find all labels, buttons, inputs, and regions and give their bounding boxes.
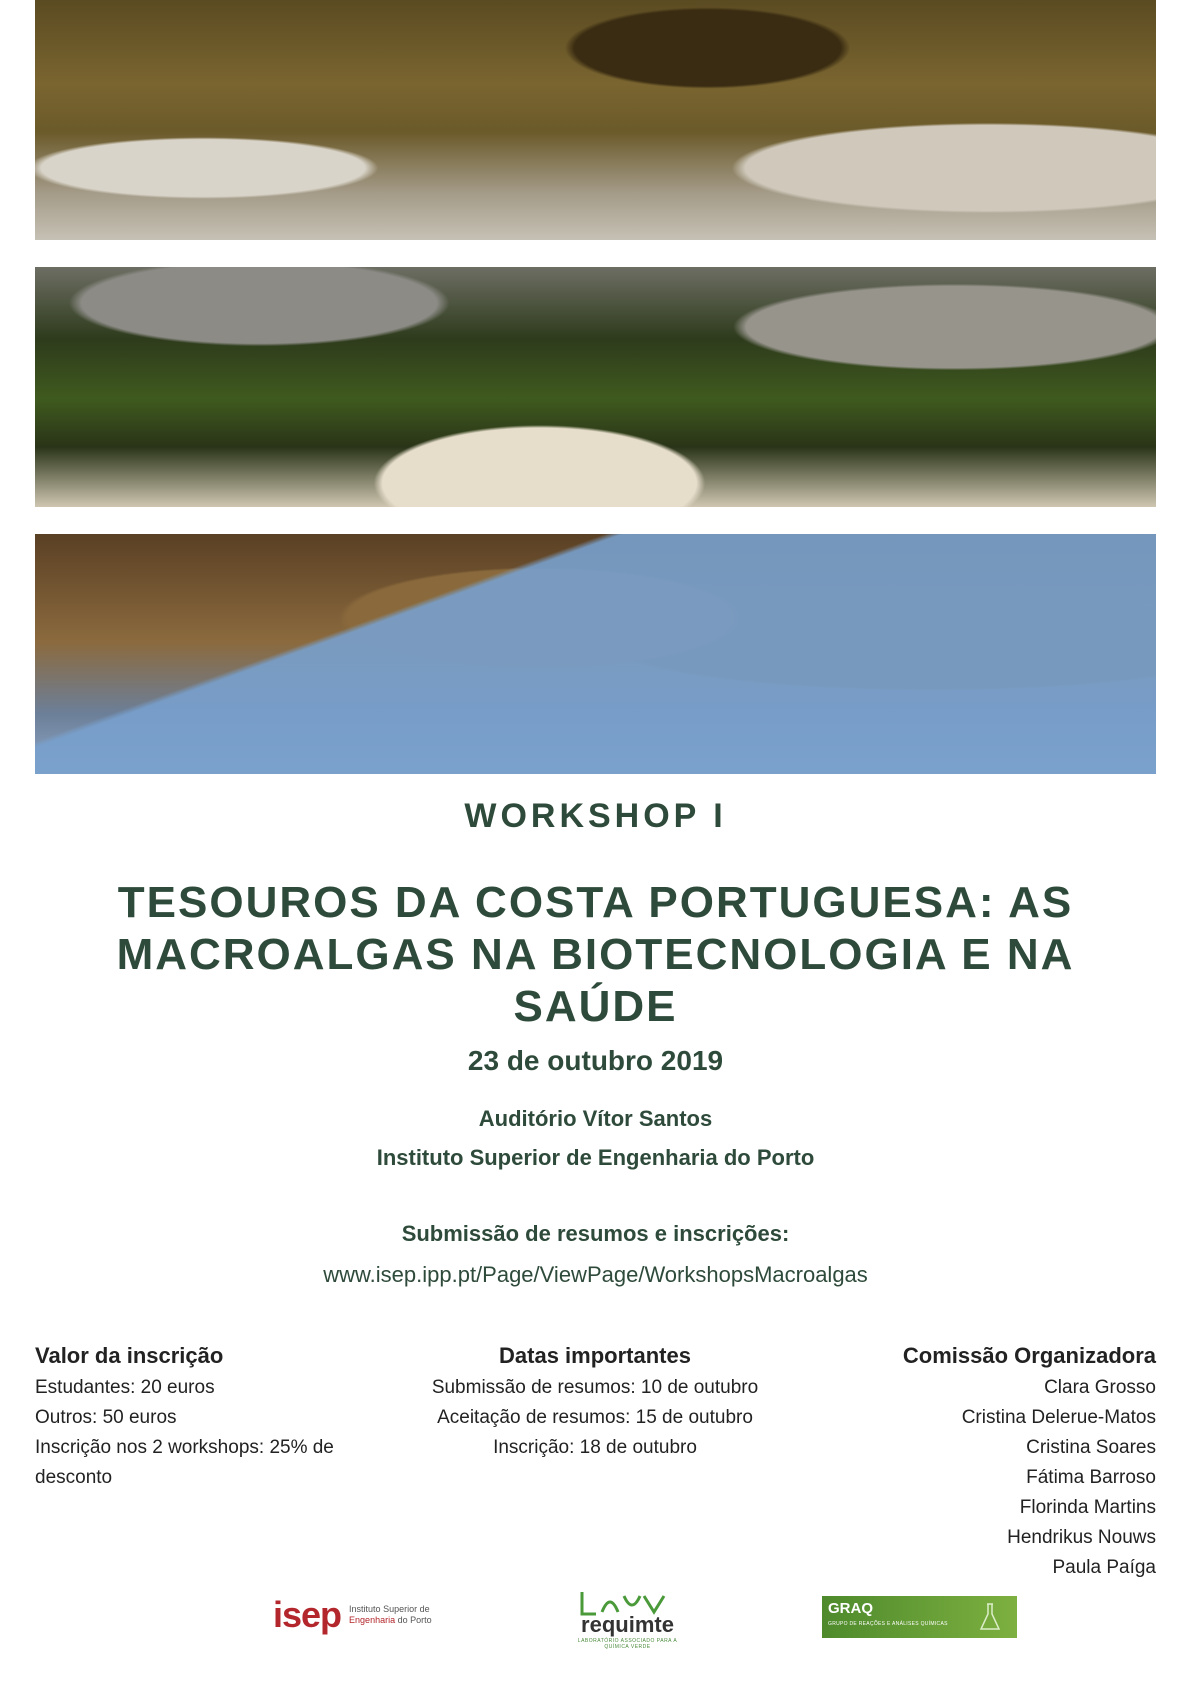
dates-section [415,1341,775,1463]
coastal-rocks-photo-2 [35,267,1156,507]
requimte-name: requimte [581,1612,674,1637]
fee-item: Inscrição nos 2 workshops: 25% de desconto [35,1437,334,1488]
submission-heading: Submissão de resumos e inscrições: [401,1221,790,1246]
committee-heading: Comissão Organizadora [902,1343,1156,1368]
submission-url[interactable]: www.isep.ipp.pt/Page/ViewPage/WorkshopsMacroalgas [323,1262,868,1287]
date-item: Aceitação de resumos: 15 de outubro [437,1407,753,1428]
fees-section [35,1341,395,1493]
requimte-tagline: LABORATÓRIO ASSOCIADO PARA A QUÍMICA VERDE [577,1638,678,1650]
committee-member: Hendrikus Nouws [1007,1527,1156,1548]
dates-heading: Datas importantes [499,1343,691,1368]
coastal-rocks-photo-1 [35,0,1156,240]
flask-icon [979,1602,1001,1632]
fees-heading: Valor da inscrição [35,1343,224,1368]
coastal-rocks-photo-3 [35,534,1156,774]
graq-tagline: GRUPO DE REAÇÕES E ANÁLISES QUÍMICAS [828,1621,948,1627]
venue-institute: Instituto Superior de Engenharia do Porto [376,1145,815,1170]
committee-member: Fátima Barroso [1026,1467,1156,1488]
committee-member: Cristina Soares [1026,1437,1156,1458]
committee-section [836,1341,1156,1583]
fee-item: Outros: 50 euros [35,1407,177,1428]
committee-member: Clara Grosso [1044,1377,1156,1398]
committee-member: Paula Paíga [1052,1557,1156,1578]
venue-name: Auditório Vítor Santos [478,1106,713,1131]
graq-name: GRAQ [828,1600,873,1617]
committee-member: Cristina Delerue-Matos [961,1407,1156,1428]
isep-logo [273,1590,433,1640]
event-date: 23 de outubro 2019 [467,1045,724,1076]
event-title: TESOUROS DA COSTA PORTUGUESA: AS MACROALGAS NA BIOTECNOLOGIA E NA SAÚDE [116,878,1075,1031]
isep-logo-text: Instituto Superior de Engenharia do Porto [349,1604,432,1625]
workshop-label: WORKSHOP I [464,797,727,835]
isep-logo-mark: isep [273,1594,342,1635]
date-item: Inscrição: 18 de outubro [493,1437,697,1458]
requimte-logo [570,1590,685,1650]
committee-member: Florinda Martins [1019,1497,1156,1518]
date-item: Submissão de resumos: 10 de outubro [431,1377,759,1398]
graq-logo [822,1596,1017,1638]
fee-item: Estudantes: 20 euros [35,1377,215,1398]
